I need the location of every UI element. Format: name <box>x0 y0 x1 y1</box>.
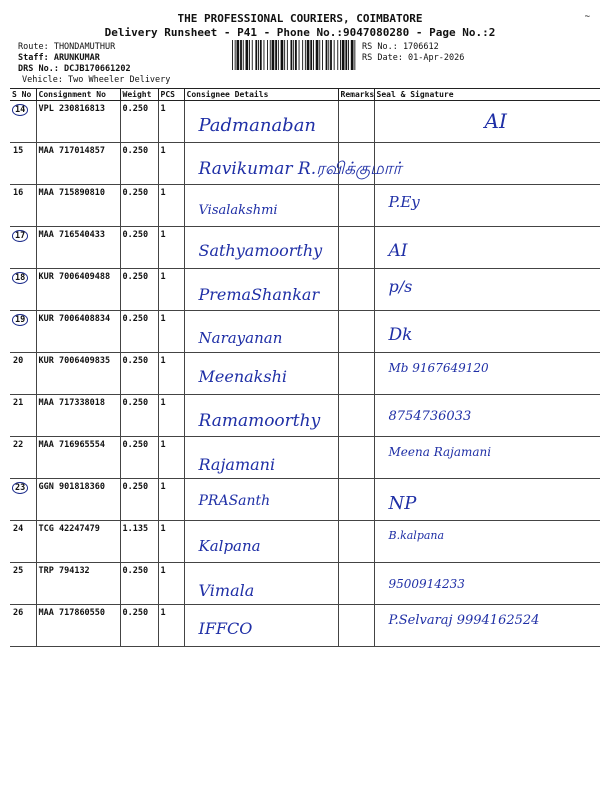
pcs-cell: 1 <box>158 101 184 143</box>
rs-date: RS Date: 01-Apr-2026 <box>362 53 465 63</box>
serial-number: 17 <box>12 230 28 242</box>
remarks-cell <box>338 311 374 353</box>
consignee-handwriting: IFFCO <box>198 619 253 638</box>
consignment-cell: MAA 717338018 <box>36 395 120 437</box>
consignee-handwriting: PRASanth <box>198 493 271 509</box>
signature-handwriting: p/s <box>388 277 413 296</box>
table-row <box>10 227 600 269</box>
weight-cell: 0.250 <box>120 227 158 269</box>
serial-number: 22 <box>13 440 24 450</box>
sno-cell <box>10 227 36 269</box>
table-row <box>10 101 600 143</box>
consignee-cell <box>184 269 338 311</box>
seal-cell <box>374 269 600 311</box>
serial-number: 26 <box>13 608 24 618</box>
barcode-image <box>232 40 358 70</box>
table-row <box>10 143 600 185</box>
pcs-cell: 1 <box>158 479 184 521</box>
seal-cell <box>374 395 600 437</box>
rs-number: RS No.: 1706612 <box>362 42 439 52</box>
serial-number: 19 <box>12 314 28 326</box>
signature-handwriting: P.Selvaraj 9994162524 <box>388 613 540 628</box>
sno-cell <box>10 521 36 563</box>
signature-handwriting: Mb 9167649120 <box>388 361 489 375</box>
seal-cell <box>374 479 600 521</box>
consignee-handwriting: Visalakshmi <box>198 203 278 218</box>
company-title: THE PROFESSIONAL COURIERS, COIMBATORE <box>177 12 423 25</box>
signature-handwriting: P.Ey <box>388 193 420 211</box>
signature-handwriting: NP <box>388 493 417 514</box>
col-consignee: Consignee Details <box>184 89 338 101</box>
weight-cell: 0.250 <box>120 605 158 647</box>
barcode-bar <box>310 40 312 70</box>
remarks-cell <box>338 185 374 227</box>
barcode-bar <box>305 40 306 70</box>
remarks-cell <box>338 227 374 269</box>
signature-handwriting: AI <box>484 109 507 133</box>
signature-handwriting: 9500914233 <box>388 577 465 591</box>
consignee-cell <box>184 143 402 185</box>
sno-cell <box>10 101 36 143</box>
consignee-cell <box>184 437 338 479</box>
consignment-cell: MAA 715890810 <box>36 185 120 227</box>
col-remarks: Remarks <box>338 89 374 101</box>
serial-number: 14 <box>12 104 28 116</box>
table-row <box>10 353 600 395</box>
consignment-cell: GGN 901818360 <box>36 479 120 521</box>
col-weight: Weight <box>120 89 158 101</box>
weight-cell: 0.250 <box>120 101 158 143</box>
col-seal: Seal & Signature <box>374 89 600 101</box>
consignee-cell <box>184 563 338 605</box>
sno-cell <box>10 143 36 185</box>
remarks-cell <box>338 563 374 605</box>
consignment-cell: MAA 717860550 <box>36 605 120 647</box>
signature-handwriting: 8754736033 <box>388 409 472 424</box>
barcode-bar <box>237 40 240 70</box>
barcode-bar <box>302 40 303 70</box>
signature-handwriting: Dk <box>388 325 413 345</box>
table-row <box>10 479 600 521</box>
barcode-bar <box>264 40 265 70</box>
remarks-cell <box>338 605 374 647</box>
remarks-cell <box>338 521 374 563</box>
barcode-bar <box>351 40 354 70</box>
barcode-bar <box>295 40 297 70</box>
barcode-bar <box>319 40 320 70</box>
consignee-handwriting: Ramamoorthy <box>198 411 321 431</box>
barcode-bar <box>293 40 294 70</box>
barcode-bar <box>284 40 285 70</box>
consignee-cell <box>184 227 338 269</box>
remarks-cell <box>338 395 374 437</box>
vehicle-label: Vehicle: Two Wheeler Delivery <box>22 75 171 85</box>
sno-cell <box>10 269 36 311</box>
consignee-handwriting: Ravikumar R.ரவிக்குமார் <box>198 159 402 179</box>
consignee-cell <box>184 395 338 437</box>
barcode-bar <box>334 40 335 70</box>
runsheet-subtitle: Delivery Runsheet - P41 - Phone No.:9047080280 - Page No.:2 <box>104 26 496 39</box>
consignment-cell: TCG 42247479 <box>36 521 120 563</box>
pcs-cell: 1 <box>158 395 184 437</box>
barcode-bar <box>252 40 253 70</box>
serial-number: 21 <box>13 398 24 408</box>
pcs-cell: 1 <box>158 185 184 227</box>
weight-cell: 0.250 <box>120 311 158 353</box>
consignee-cell <box>184 101 338 143</box>
sno-cell <box>10 437 36 479</box>
weight-cell: 0.250 <box>120 353 158 395</box>
table-row <box>10 521 600 563</box>
serial-number: 18 <box>12 272 28 284</box>
pcs-cell: 1 <box>158 143 184 185</box>
barcode-bar <box>258 40 259 70</box>
consignee-cell <box>184 479 338 521</box>
barcode-bar <box>272 40 275 70</box>
barcode-bar <box>337 40 338 70</box>
barcode-bar <box>267 40 268 70</box>
barcode-bar <box>291 40 293 70</box>
consignee-handwriting: Padmanaban <box>198 115 317 136</box>
remarks-cell <box>338 269 374 311</box>
seal-cell <box>374 101 600 143</box>
remarks-cell <box>338 101 374 143</box>
table-row <box>10 563 600 605</box>
barcode-bar <box>235 40 236 70</box>
pcs-cell: 1 <box>158 227 184 269</box>
barcode-bar <box>232 40 233 70</box>
staff-label: Staff: ARUNKUMAR <box>18 53 100 63</box>
serial-number: 16 <box>13 188 24 198</box>
serial-number: 20 <box>13 356 24 366</box>
barcode-bar <box>322 40 323 70</box>
table-row <box>10 437 600 479</box>
consignee-handwriting: Rajamani <box>198 455 276 474</box>
barcode-bar <box>345 40 347 70</box>
barcode-bar <box>340 40 341 70</box>
seal-cell <box>374 563 600 605</box>
seal-cell <box>374 605 600 647</box>
weight-cell: 0.250 <box>120 185 158 227</box>
barcode-bar <box>240 40 242 70</box>
barcode-bar <box>307 40 310 70</box>
seal-cell <box>374 143 600 185</box>
barcode-bar <box>354 40 355 70</box>
signature-handwriting: Meena Rajamani <box>388 445 492 459</box>
table-row <box>10 185 600 227</box>
barcode-bar <box>255 40 257 70</box>
barcode-bar <box>328 40 329 70</box>
barcode-bar <box>287 40 288 70</box>
barcode-bar <box>260 40 262 70</box>
serial-number: 25 <box>13 566 24 576</box>
seal-cell <box>374 437 600 479</box>
pcs-cell: 1 <box>158 311 184 353</box>
seal-cell <box>374 311 600 353</box>
signature-handwriting: B.kalpana <box>388 529 445 542</box>
pcs-cell: 1 <box>158 563 184 605</box>
consignment-cell: MAA 716540433 <box>36 227 120 269</box>
pcs-cell: 1 <box>158 437 184 479</box>
consignee-cell <box>184 605 338 647</box>
route-label: Route: THONDAMUTHUR <box>18 42 116 52</box>
table-row <box>10 395 600 437</box>
col-sno: S No <box>10 89 36 101</box>
col-pcs: PCS <box>158 89 184 101</box>
weight-cell: 0.250 <box>120 563 158 605</box>
consignment-cell: KUR 7006409835 <box>36 353 120 395</box>
weight-cell: 0.250 <box>120 395 158 437</box>
remarks-cell <box>338 353 374 395</box>
seal-cell <box>374 185 600 227</box>
table-header-row <box>10 89 600 101</box>
sno-cell <box>10 479 36 521</box>
drs-label: DRS No.: DCJB170661202 <box>18 64 131 74</box>
barcode-bar <box>270 40 271 70</box>
barcode-bar <box>275 40 277 70</box>
serial-number: 24 <box>13 524 24 534</box>
consignment-cell: KUR 7006409488 <box>36 269 120 311</box>
remarks-cell <box>338 479 374 521</box>
sno-cell <box>10 311 36 353</box>
table-row <box>10 605 600 647</box>
remarks-cell <box>338 437 374 479</box>
sno-cell <box>10 185 36 227</box>
weight-cell: 1.135 <box>120 521 158 563</box>
barcode-bar <box>326 40 328 70</box>
sno-cell <box>10 395 36 437</box>
barcode-bar <box>281 40 284 70</box>
consignee-handwriting: Sathyamoorthy <box>198 241 323 260</box>
consignee-cell <box>184 521 338 563</box>
delivery-table <box>10 88 600 647</box>
barcode-bar <box>299 40 300 70</box>
sno-cell <box>10 605 36 647</box>
barcode-bar <box>249 40 250 70</box>
consignment-cell: TRP 794132 <box>36 563 120 605</box>
signature-handwriting: AI <box>388 241 408 261</box>
consignment-cell: KUR 7006408834 <box>36 311 120 353</box>
weight-cell: 0.250 <box>120 269 158 311</box>
consignee-cell <box>184 185 338 227</box>
weight-cell: 0.250 <box>120 143 158 185</box>
barcode-bar <box>342 40 345 70</box>
barcode-bar <box>278 40 279 70</box>
consignment-cell: MAA 716965554 <box>36 437 120 479</box>
pcs-cell: 1 <box>158 353 184 395</box>
barcode-bar <box>313 40 314 70</box>
consignment-cell: MAA 717014857 <box>36 143 120 185</box>
barcode-bar <box>316 40 319 70</box>
pcs-cell: 1 <box>158 521 184 563</box>
consignee-handwriting: Vimala <box>198 581 255 600</box>
serial-number: 23 <box>12 482 28 494</box>
consignee-handwriting: Narayanan <box>198 329 283 347</box>
barcode-bar <box>243 40 244 70</box>
consignee-handwriting: Meenakshi <box>198 367 287 386</box>
pcs-cell: 1 <box>158 605 184 647</box>
weight-cell: 0.250 <box>120 479 158 521</box>
serial-number: 15 <box>13 146 24 156</box>
consignee-handwriting: PremaShankar <box>198 285 320 304</box>
consignee-cell <box>184 353 338 395</box>
remarks-cell <box>338 143 374 185</box>
barcode-bar <box>330 40 332 70</box>
consignee-handwriting: Kalpana <box>198 537 261 555</box>
consignment-cell: VPL 230816813 <box>36 101 120 143</box>
barcode-bar <box>348 40 349 70</box>
pcs-cell: 1 <box>158 269 184 311</box>
col-consignment: Consignment No <box>36 89 120 101</box>
table-row <box>10 269 600 311</box>
seal-cell <box>374 353 600 395</box>
corner-mark: ~ <box>584 12 590 22</box>
consignee-cell <box>184 311 338 353</box>
seal-cell <box>374 521 600 563</box>
weight-cell: 0.250 <box>120 437 158 479</box>
sno-cell <box>10 563 36 605</box>
sno-cell <box>10 353 36 395</box>
seal-cell <box>374 227 600 269</box>
table-row <box>10 311 600 353</box>
barcode-bar <box>246 40 249 70</box>
